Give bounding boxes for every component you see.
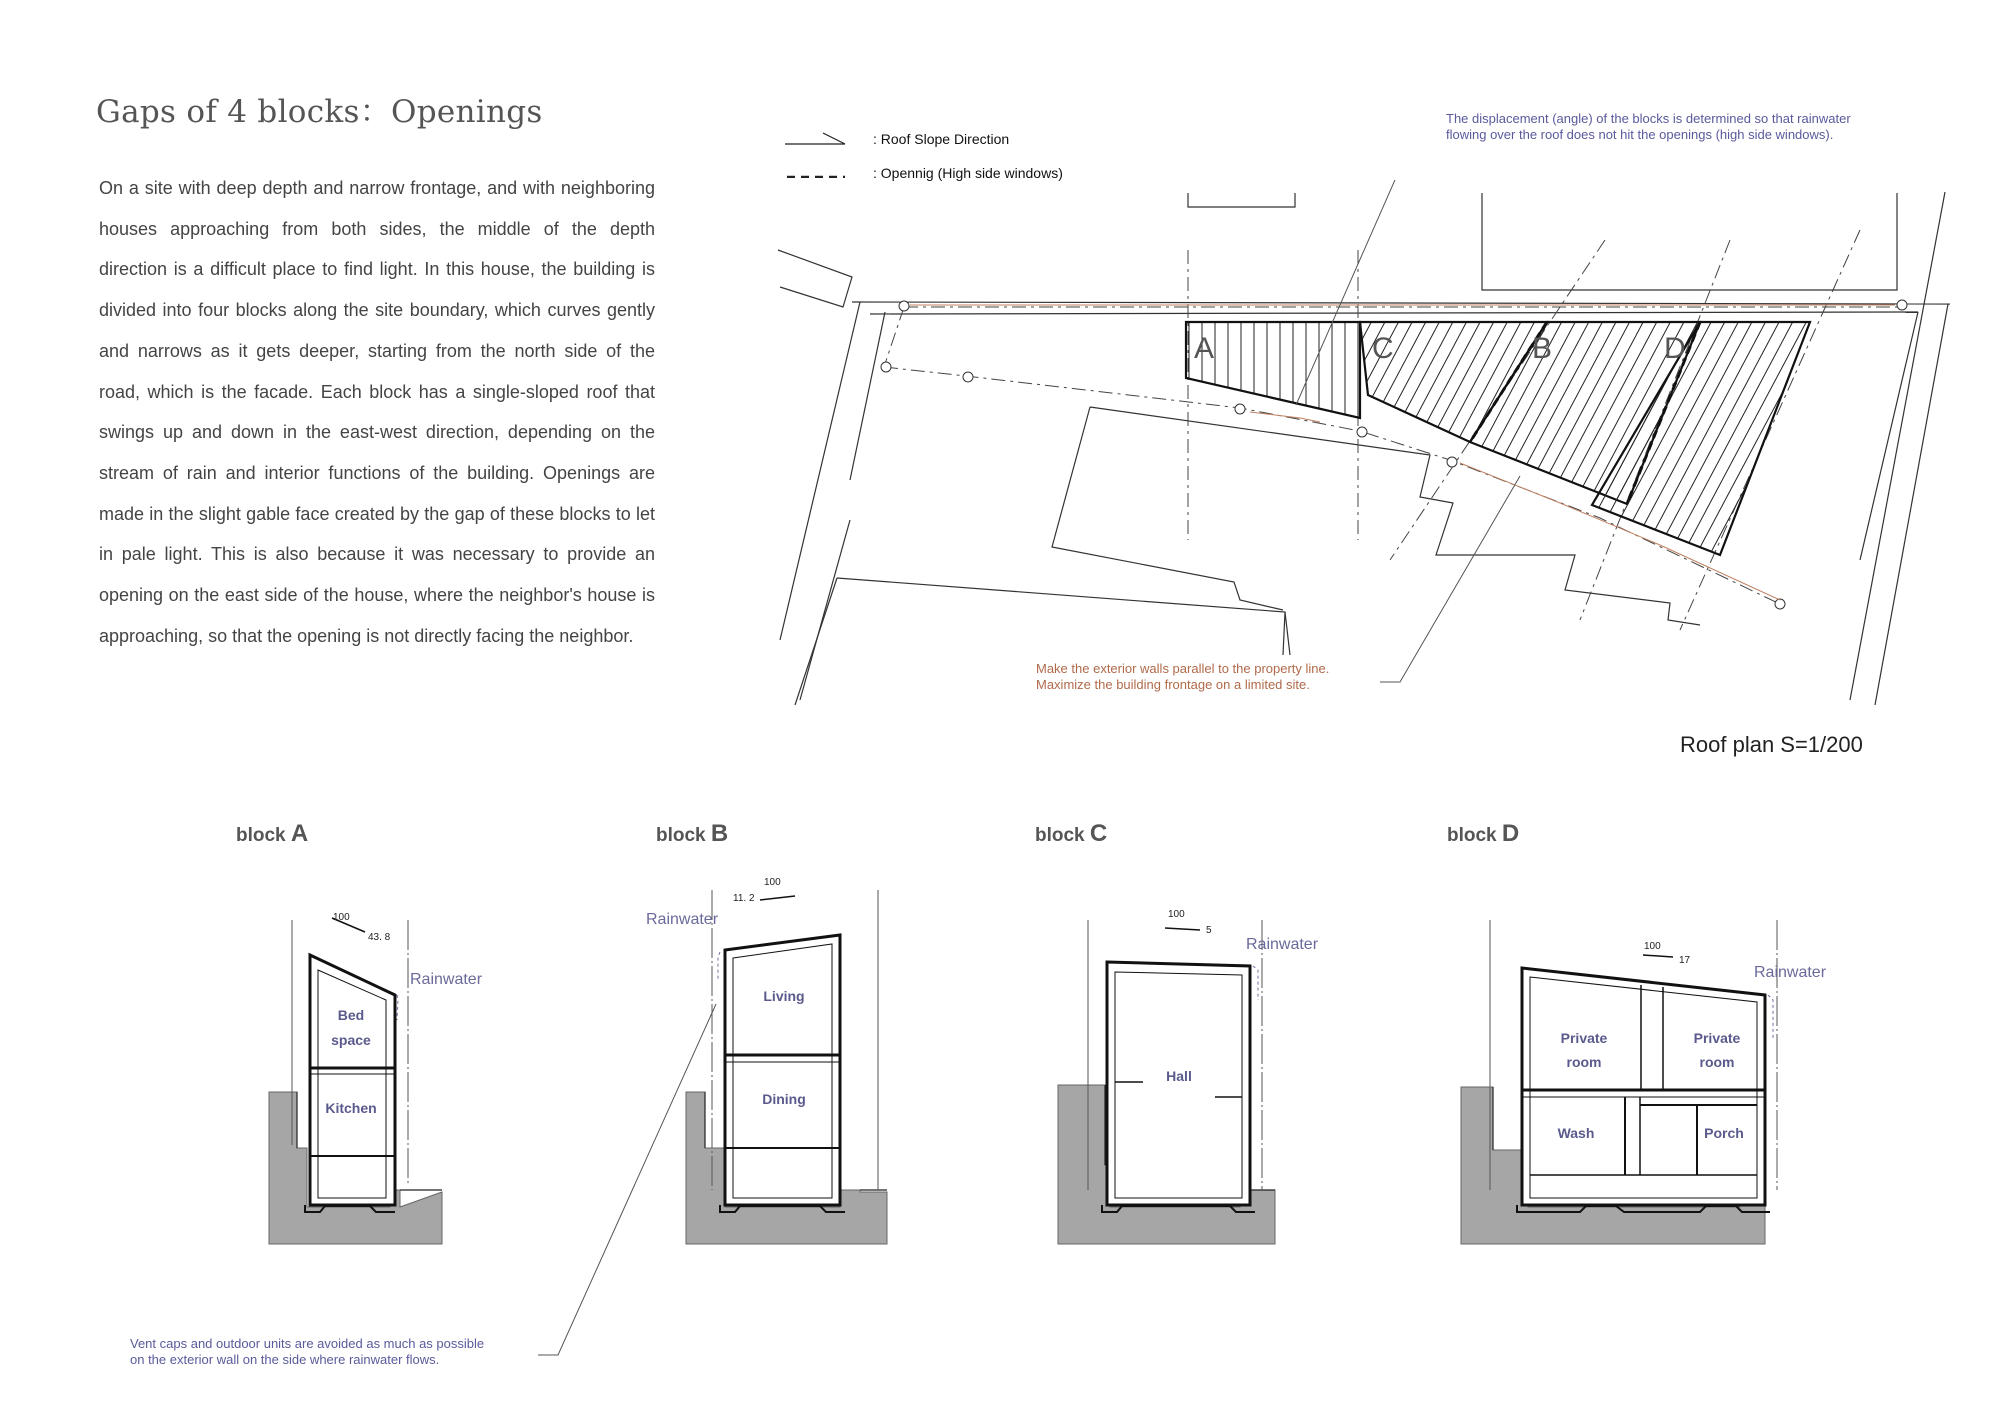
legend-symbols — [785, 128, 875, 178]
block-b-room-living: Living — [763, 988, 805, 1004]
block-a-room-kitchen: Kitchen — [325, 1100, 377, 1116]
block-b-slope-run: 100 — [764, 877, 781, 888]
block-d-rainwater: Rainwater — [1754, 964, 1827, 981]
block-c-label: block C — [1035, 820, 1108, 847]
section-block-a — [292, 918, 408, 1212]
block-d-room-private-1b: room — [1566, 1054, 1602, 1070]
plan-label-b: B — [1532, 332, 1553, 365]
block-d-slope-run: 100 — [1644, 941, 1661, 952]
roof-slope-symbol — [785, 133, 845, 144]
block-a-room-bed: Bed — [337, 1007, 365, 1023]
block-a-label: block A — [236, 820, 309, 847]
block-d-room-private-1: Private — [1560, 1030, 1608, 1046]
legend-opening: : Opennig (High side windows) — [873, 165, 1063, 181]
block-b-label: block B — [656, 820, 729, 847]
roof-plan-drawing — [770, 180, 1970, 720]
note-displacement-line2: flowing over the roof does not hit the openings (high side windows). — [1446, 127, 1834, 142]
note-vent-line1: Vent caps and outdoor units are avoided as much as possible — [130, 1336, 485, 1351]
plan-label-c: C — [1372, 332, 1394, 365]
page-title: Gaps of 4 blocks：Openings — [96, 94, 543, 130]
legend-roof-slope: : Roof Slope Direction — [873, 131, 1010, 147]
note-walls-line1: Make the exterior walls parallel to the property line. — [1036, 661, 1330, 676]
block-c-room-hall: Hall — [1166, 1068, 1192, 1084]
block-a-slope-rise: 43. 8 — [368, 932, 391, 943]
block-d-room-private-2b: room — [1699, 1054, 1735, 1070]
note-vent-line2: on the exterior wall on the side where rainwater flows. — [130, 1352, 440, 1367]
block-d-label: block D — [1447, 820, 1520, 847]
block-b-room-dining: Dining — [762, 1091, 806, 1107]
plan-label-d: D — [1664, 332, 1686, 365]
description-text: On a site with deep depth and narrow frontage, and with neighboring houses approaching from both sides, the middle of the depth direction is a difficult place to find light. In this house, the building is divided into four blocks along the site boundary, which curves gently and narrows as it gets deeper, starting from the north side of the road, which is the facade. Each block has a single-sloped roof that swings up and down in the east-west direction, depending on the stream of rain and interior functions of the building. Openings are made in the slight gable face created by the gap of these blocks to let in pale light. This is also because it was necessary to provide an opening on the east side of the house, where the neighbor's house is approaching, so that the opening is not directly facing the neighbor. — [99, 178, 655, 646]
plan-label-a: A — [1194, 332, 1215, 365]
section-block-b — [538, 890, 878, 1355]
block-d-room-porch: Porch — [1704, 1125, 1744, 1141]
note-walls-line2: Maximize the building frontage on a limited site. — [1036, 677, 1310, 692]
section-block-c — [1088, 920, 1262, 1212]
block-a-slope-run: 100 — [333, 912, 350, 923]
block-c-slope-run: 100 — [1168, 909, 1185, 920]
block-c-slope-rise: 5 — [1206, 925, 1212, 936]
block-a-room-space: space — [331, 1032, 371, 1048]
note-displacement-line1: The displacement (angle) of the blocks is determined so that rainwater — [1446, 111, 1851, 126]
block-a-rainwater: Rainwater — [410, 971, 483, 988]
block-d-room-wash: Wash — [1557, 1125, 1595, 1141]
block-b-rainwater: Rainwater — [646, 911, 719, 928]
roof-plan-scale: Roof plan S=1/200 — [1680, 732, 1863, 757]
block-b-slope-rise: 11. 2 — [733, 893, 755, 904]
block-d-slope-rise: 17 — [1679, 955, 1691, 966]
block-d-room-private-2: Private — [1693, 1030, 1741, 1046]
block-c-rainwater: Rainwater — [1246, 936, 1319, 953]
